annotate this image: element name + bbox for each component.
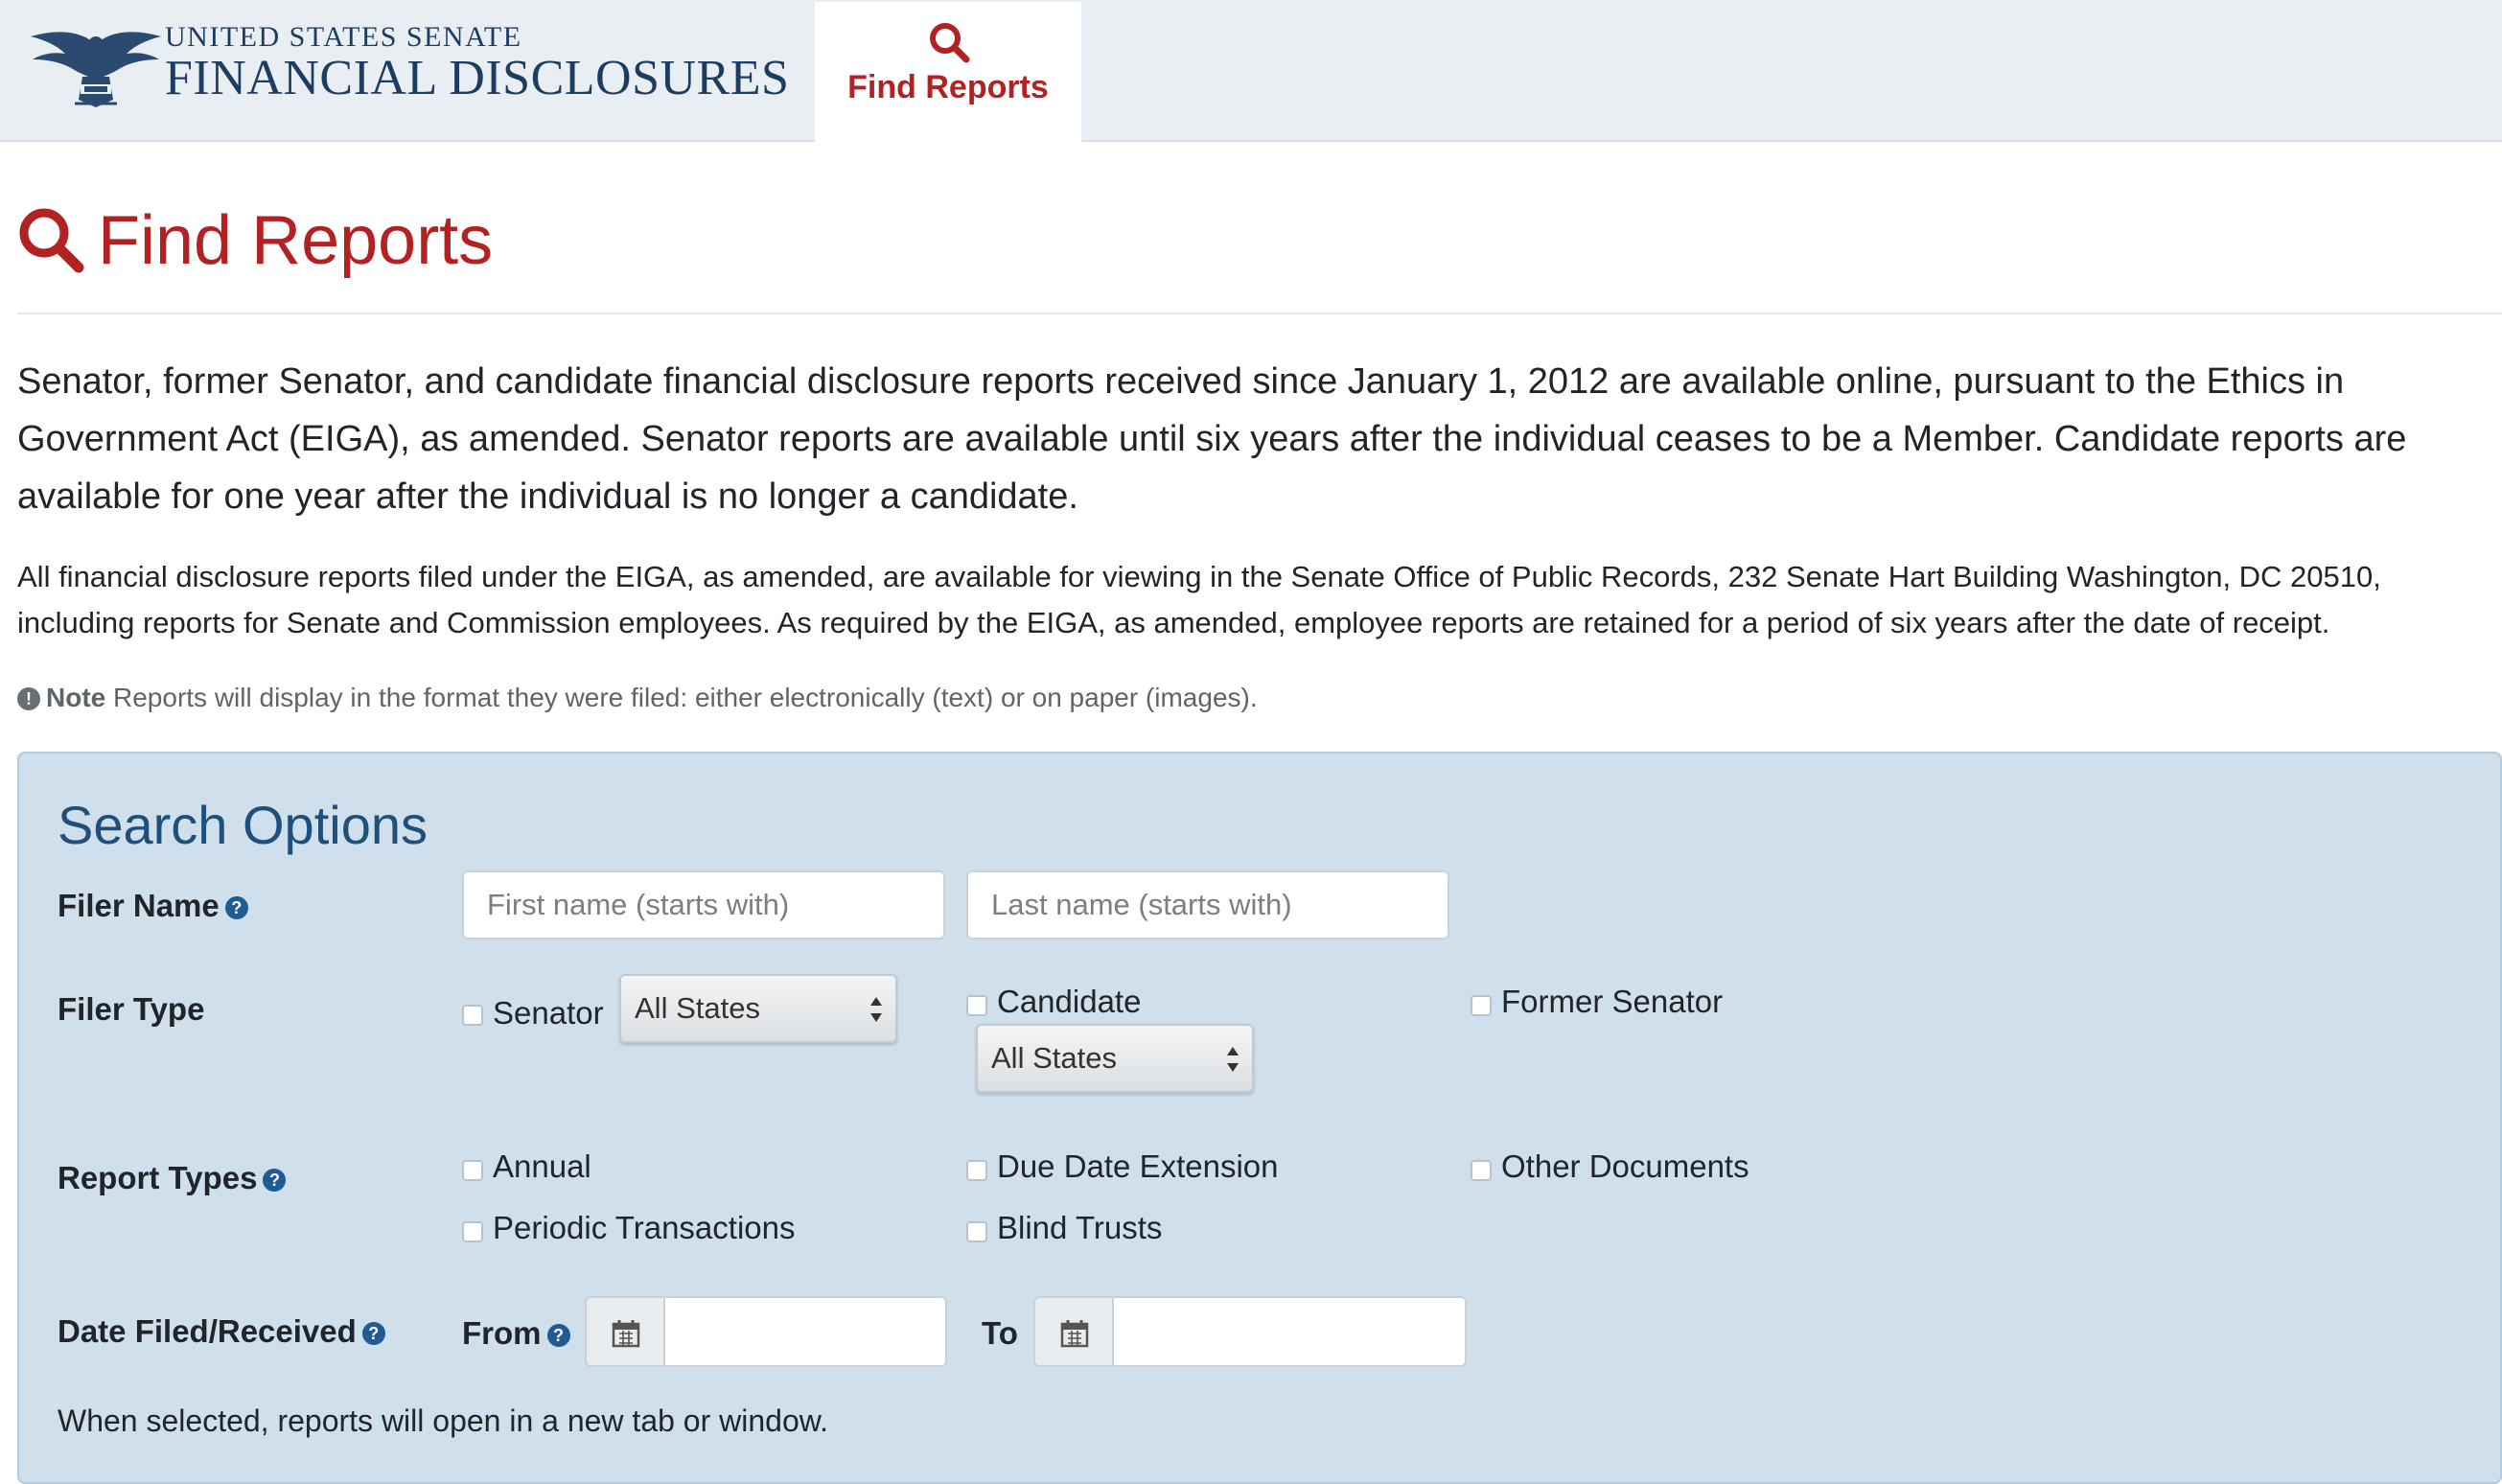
to-date-group bbox=[1033, 1296, 1467, 1367]
due-date-extension-checkbox[interactable] bbox=[966, 1160, 987, 1181]
to-date-input[interactable] bbox=[1112, 1296, 1467, 1367]
top-header bbox=[0, 0, 2502, 142]
search-icon bbox=[928, 21, 970, 63]
to-label: To bbox=[982, 1315, 1018, 1351]
search-icon bbox=[17, 206, 84, 273]
site-brand[interactable] bbox=[25, 19, 790, 125]
help-icon[interactable]: ? bbox=[362, 1322, 385, 1345]
senator-state-value: All States bbox=[635, 991, 760, 1025]
page-title-text: Find Reports bbox=[98, 202, 494, 279]
annual-checkbox[interactable] bbox=[462, 1160, 483, 1181]
from-date-input[interactable] bbox=[663, 1296, 947, 1367]
help-icon[interactable]: ? bbox=[225, 896, 248, 919]
note-label: Note bbox=[46, 683, 106, 712]
intro-paragraph: All financial disclosure reports filed under the EIGA, as amended, are available for viewing in the Senate Office of Public Records, 232 Senate Hart Building Washington, DC 20510, including reports for Senate and Commission employees. As required by the EIGA, as amended, employee reports are retained for a period of six years after the date of receipt. bbox=[17, 560, 2381, 639]
search-options-panel bbox=[17, 752, 2502, 1484]
annual-checkbox-label: Annual bbox=[493, 1148, 591, 1184]
candidate-state-select[interactable] bbox=[976, 1024, 1254, 1093]
to-date-calendar-button[interactable] bbox=[1033, 1296, 1112, 1367]
former-senator-checkbox[interactable] bbox=[1471, 995, 1492, 1016]
search-options-title: Search Options bbox=[58, 795, 428, 855]
first-name-input[interactable] bbox=[462, 870, 945, 939]
other-documents-checkbox-label: Other Documents bbox=[1501, 1148, 1749, 1184]
intro-lead: Senator, former Senator, and candidate financial disclosure reports received since January 1, 2012 are available online, pursuant to the Ethics in Government Act (EIGA), as amended. Senator reports are available until six years after the individual ceases to be a Member. Candidate reports are available for one year after the individual is no longer a candidate. bbox=[17, 361, 2407, 517]
exclamation-circle-icon: ! bbox=[17, 687, 40, 710]
senator-checkbox-label: Senator bbox=[493, 995, 604, 1031]
brand-line-1: UNITED STATES SENATE bbox=[165, 21, 522, 53]
new-tab-footnote: When selected, reports will open in a new tab or window. bbox=[58, 1403, 828, 1438]
nav-tab-label: Find Reports bbox=[847, 69, 1049, 105]
from-label bbox=[462, 1315, 570, 1352]
candidate-checkbox-label: Candidate bbox=[997, 984, 1142, 1019]
periodic-transactions-checkbox-label: Periodic Transactions bbox=[493, 1210, 796, 1245]
former-senator-checkbox-label: Former Senator bbox=[1501, 984, 1724, 1019]
candidate-checkbox[interactable] bbox=[966, 995, 987, 1016]
calendar-icon bbox=[1060, 1319, 1089, 1348]
date-filed-label bbox=[58, 1313, 385, 1350]
date-filed-label-text: Date Filed/Received bbox=[58, 1313, 357, 1349]
filer-name-label-text: Filer Name bbox=[58, 888, 220, 923]
help-icon[interactable]: ? bbox=[263, 1169, 286, 1192]
senate-eagle-logo bbox=[25, 23, 167, 111]
candidate-state-value: All States bbox=[991, 1041, 1117, 1075]
last-name-input[interactable] bbox=[966, 870, 1449, 939]
from-label-text: From bbox=[462, 1315, 542, 1351]
senator-state-select[interactable] bbox=[619, 974, 897, 1043]
page-title bbox=[17, 201, 493, 288]
brand-line-2: FINANCIAL DISCLOSURES bbox=[165, 51, 790, 105]
blind-trusts-checkbox-label: Blind Trusts bbox=[997, 1210, 1163, 1245]
calendar-icon bbox=[612, 1319, 640, 1348]
filer-type-label: Filer Type bbox=[58, 991, 205, 1027]
report-types-label bbox=[58, 1160, 286, 1196]
select-arrows-icon bbox=[869, 993, 884, 1026]
due-date-extension-checkbox-label: Due Date Extension bbox=[997, 1148, 1279, 1184]
select-arrows-icon bbox=[1225, 1043, 1240, 1076]
from-date-group bbox=[585, 1296, 947, 1367]
note-text: Reports will display in the format they were filed: either electronically (text) or on paper (images). bbox=[113, 683, 1258, 712]
blind-trusts-checkbox[interactable] bbox=[966, 1221, 987, 1242]
filer-name-label bbox=[58, 888, 248, 924]
senator-checkbox[interactable] bbox=[462, 1005, 483, 1026]
title-divider bbox=[17, 313, 2502, 314]
help-icon[interactable]: ? bbox=[547, 1324, 570, 1347]
other-documents-checkbox[interactable] bbox=[1471, 1160, 1492, 1181]
periodic-transactions-checkbox[interactable] bbox=[462, 1221, 483, 1242]
report-types-label-text: Report Types bbox=[58, 1160, 258, 1195]
from-date-calendar-button[interactable] bbox=[585, 1296, 663, 1367]
nav-tab-find-reports[interactable] bbox=[815, 2, 1081, 142]
format-note bbox=[17, 683, 1258, 713]
